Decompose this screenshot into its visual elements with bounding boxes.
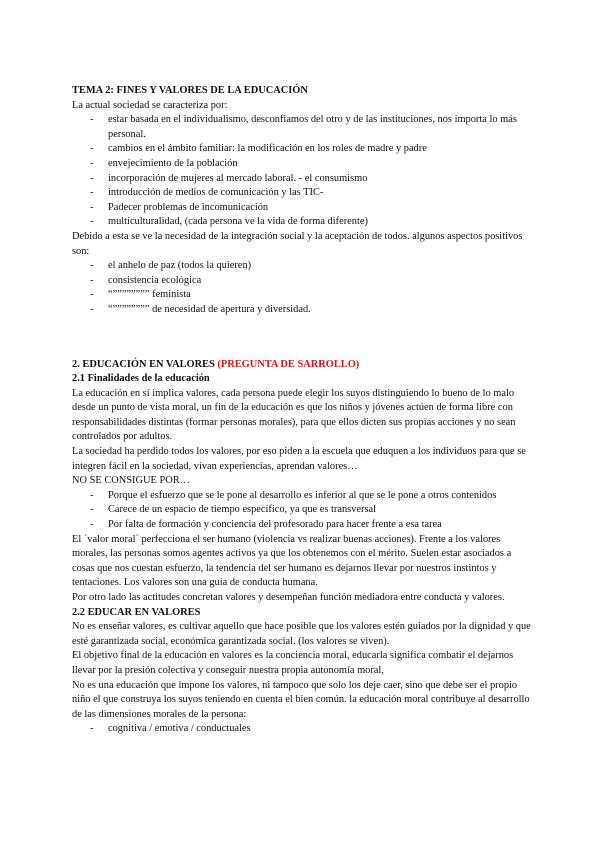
reasons-list — [72, 489, 532, 533]
list-item: - envejecimiento de la población — [72, 157, 532, 172]
list-item: - “”””””””” de necesidad de apertura y diversidad. — [72, 303, 532, 318]
paragraph: Por otro lado las actitudes concretan valores y desempeñan función mediadora entre conducta y valores. — [72, 592, 505, 603]
list-item: - “”””””””” feminista — [72, 288, 532, 303]
question-note: (PREGUNTA DE SARROLLO) — [217, 358, 360, 370]
section-gap — [72, 318, 532, 358]
paragraph: No es enseñar valores, es cultivar aquello que hace posible que los valores estén guiados por la dignidad y que esté garantizada social, económica garantizada social. (los valores se viven). — [72, 621, 531, 647]
dimensions-list — [72, 722, 532, 737]
subsection-title-finalidades: 2.1 Finalidades de la educación — [72, 373, 210, 385]
list-item: - consistencia ecológica — [72, 274, 532, 289]
list-item: - introducción de medios de comunicación y las TIC- — [72, 186, 532, 201]
section-title-educacion-valores — [72, 358, 532, 373]
list-item: - Carece de un espacio de tiempo específico, ya que es transversal — [72, 503, 532, 518]
list-item: - incorporación de mujeres al mercado laboral. - el consumismo — [72, 172, 532, 187]
list-item: - estar basada en el individualismo, desconfiamos del otro y de las instituciones, nos importa lo más personal. — [72, 113, 532, 142]
list-item: - Por falta de formación y conciencia del profesorado para hacer frente a esa tarea — [72, 518, 532, 533]
document-content — [72, 84, 532, 737]
section-title-text: 2. EDUCACIÓN EN VALORES — [72, 358, 218, 370]
list-item: - Porque el esfuerzo que se le pone al desarrollo es inferior al que se le pone a otros contenidos — [72, 489, 532, 504]
list-item: - el anhelo de paz (todos la quieren) — [72, 259, 532, 274]
section-title-tema2: TEMA 2: FINES Y VALORES DE LA EDUCACIÓN — [72, 85, 308, 96]
after-list-text: Debido a esta se ve la necesidad de la integración social y la aceptación de todos. algunos aspectos positivos son: — [72, 230, 523, 257]
list-item: - Padecer problemas de incomunicación — [72, 201, 532, 216]
intro-text: La actual sociedad se caracteriza por: — [72, 99, 228, 111]
list-item: - cambios en el ámbito familiar: la modificación en los roles de madre y padre — [72, 142, 532, 157]
list-item: - multiculturalidad, (cada persona ve la vida de forma diferente) — [72, 215, 532, 230]
positive-aspects-list — [72, 259, 532, 317]
society-traits-list — [72, 113, 532, 230]
paragraph: NO SE CONSIGUE POR… — [72, 475, 191, 487]
paragraph: El ´valor moral´ perfecciona el ser humano (violencia vs realizar buenas acciones). Frente a los valores morales, las personas somos agentes activos ya que los obtenemos con el mérito. Suelen estar asociados a cosas que nos cuestan esfuerzo, la tendencia del ser humano es dejarnos llevar por nuestros instintos y tentaciones. Los valores son una guía de conducta humana. — [72, 533, 512, 589]
list-item: - cognitiva / emotiva / conductuales — [72, 722, 532, 737]
paragraph: No es una educación que impone los valores, ni tampoco que solo los deje caer, sino que debe ser el propio niño el que construya los suyos teniendo en cuenta el bien común. la educación moral contribuye al desarrollo de las dimensiones morales de la persona: — [72, 679, 530, 720]
paragraph: La sociedad ha perdido todos los valores, por eso piden a la escuela que eduquen a los individuos para que se integren fácil en la sociedad, vivan experiencias, aprendan valores… — [72, 446, 526, 472]
subsection-title-educar: 2.2 EDUCAR EN VALORES — [72, 606, 201, 618]
paragraph: La educación en sí implica valores, cada persona puede elegir los suyos distinguiendo lo bueno de lo malo desde un punto de vista moral, un fin de la educación es que los niños y jóvenes actúen de forma libre con responsabilidades distintas (formar personas morales), para que ellos dicten sus propias acciones y no sean controlados por adultos. — [72, 387, 516, 443]
paragraph: El objetivo final de la educación en valores es la conciencia moral, educarla significa combatir el dejarnos llevar por la presión colectiva y conseguir nuestra propia autonomía moral, — [72, 650, 514, 676]
